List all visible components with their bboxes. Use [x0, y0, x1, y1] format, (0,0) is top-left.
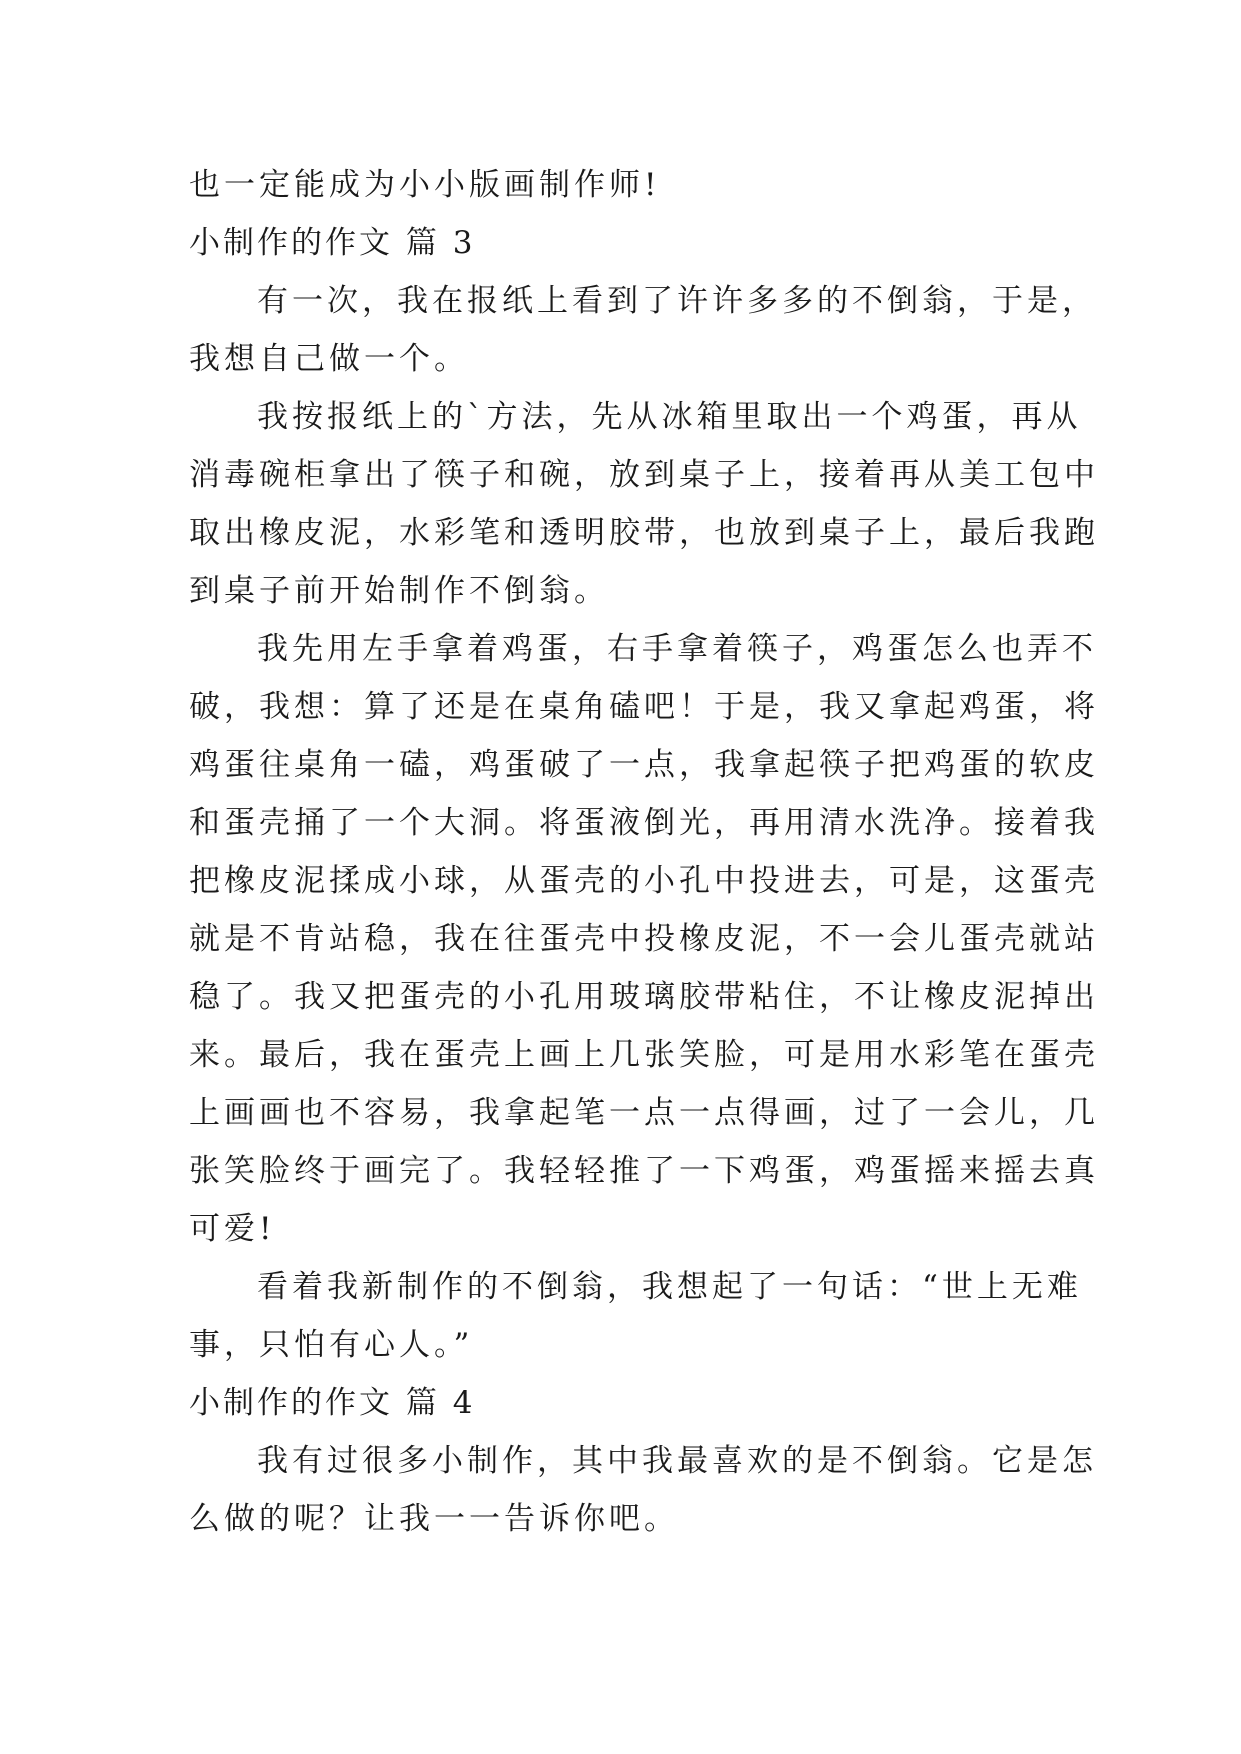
- body-line: 张笑脸终于画完了。我轻轻推了一下鸡蛋，鸡蛋摇来摇去真: [189, 1153, 1099, 1189]
- paragraph-start: 有一次，我在报纸上看到了许许多多的不倒翁，于是，: [257, 283, 1097, 319]
- body-line: 也一定能成为小小版画制作师!: [189, 167, 661, 203]
- paragraph-start: 我有过很多小制作，其中我最喜欢的是不倒翁。它是怎: [257, 1443, 1097, 1479]
- body-line: 么做的呢？让我一一告诉你吧。: [189, 1501, 679, 1537]
- section-heading-3: 小制作的作文 篇 3: [189, 225, 476, 261]
- body-line: 到桌子前开始制作不倒翁。: [189, 573, 609, 609]
- body-line: 消毒碗柜拿出了筷子和碗，放到桌子上，接着再从美工包中: [189, 457, 1099, 493]
- body-line: 和蛋壳捅了一个大洞。将蛋液倒光，再用清水洗净。接着我: [189, 805, 1099, 841]
- paragraph-start: 我先用左手拿着鸡蛋，右手拿着筷子，鸡蛋怎么也弄不: [257, 631, 1097, 667]
- body-line: 我想自己做一个。: [189, 341, 469, 377]
- section-heading-4: 小制作的作文 篇 4: [189, 1385, 476, 1421]
- body-line: 取出橡皮泥，水彩笔和透明胶带，也放到桌子上，最后我跑: [189, 515, 1099, 551]
- body-line: 事，只怕有心人。”: [189, 1327, 474, 1363]
- body-line: 来。最后，我在蛋壳上画上几张笑脸，可是用水彩笔在蛋壳: [189, 1037, 1099, 1073]
- body-line: 破，我想：算了还是在桌角磕吧！于是，我又拿起鸡蛋，将: [189, 689, 1099, 725]
- paragraph-start: 我按报纸上的`方法，先从冰箱里取出一个鸡蛋，再从: [257, 399, 1082, 435]
- body-line: 鸡蛋往桌角一磕，鸡蛋破了一点，我拿起筷子把鸡蛋的软皮: [189, 747, 1099, 783]
- paragraph-start: 看着我新制作的不倒翁，我想起了一句话：“世上无难: [257, 1269, 1082, 1305]
- body-line: 稳了。我又把蛋壳的小孔用玻璃胶带粘住，不让橡皮泥掉出: [189, 979, 1099, 1015]
- document-body: [189, 156, 1099, 1548]
- body-line: 可爱!: [189, 1211, 276, 1247]
- body-line: 把橡皮泥揉成小球，从蛋壳的小孔中投进去，可是，这蛋壳: [189, 863, 1099, 899]
- body-line: 上画画也不容易，我拿起笔一点一点得画，过了一会儿，几: [189, 1095, 1099, 1131]
- body-line: 就是不肯站稳，我在往蛋壳中投橡皮泥，不一会儿蛋壳就站: [189, 921, 1099, 957]
